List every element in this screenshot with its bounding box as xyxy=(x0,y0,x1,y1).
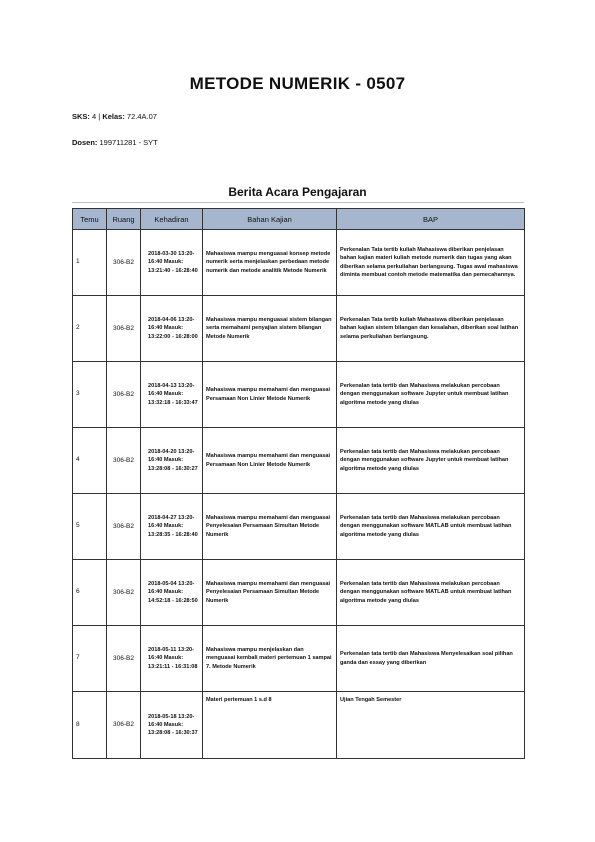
cell-kehadiran: 2018-03-30 13:20-16:40 Masuk: 13:21:40 - 16:28:40 xyxy=(141,230,203,296)
header-temu: Temu xyxy=(73,209,107,230)
cell-ruang: 306-B2 xyxy=(107,560,141,626)
cell-kehadiran: 2018-04-13 13:20-16:40 Masuk: 13:32:18 - 16:33:47 xyxy=(141,362,203,428)
cell-ruang: 306-B2 xyxy=(107,626,141,692)
cell-ruang: 306-B2 xyxy=(107,362,141,428)
dosen-value: 199711281 - SYT xyxy=(99,138,158,147)
cell-temu: 2 xyxy=(73,296,107,362)
cell-bap: Perkenalan tata tertib dan Mahasiswa melakukan percobaan dengan menggunakan software MATLAB untuk membuat latihan algoritma metode yang diulas xyxy=(337,560,525,626)
cell-bap: Ujian Tengah Semester xyxy=(337,692,525,759)
cell-kehadiran: 2018-04-27 13:20-16:40 Masuk: 13:28:35 - 16:28:40 xyxy=(141,494,203,560)
cell-bahan-kajian: Mahasiswa mampu menguasai sistem bilangan serta memahami penyajian sistem bilangan Metode Numerik xyxy=(203,296,337,362)
cell-ruang: 306-B2 xyxy=(107,494,141,560)
cell-temu: 6 xyxy=(73,560,107,626)
table-row xyxy=(73,494,525,560)
cell-kehadiran: 2018-05-04 13:20-16:40 Masuk: 14:52:18 - 16:28:50 xyxy=(141,560,203,626)
header-ruang: Ruang xyxy=(107,209,141,230)
teaching-log-table xyxy=(72,208,525,759)
kelas-value: 72.4A.07 xyxy=(126,112,157,121)
cell-bap: Perkenalan tata tertib dan Mahasiswa Menyelesaikan soal pilihan ganda dan essay yang diberikan xyxy=(337,626,525,692)
cell-temu: 3 xyxy=(73,362,107,428)
table-row xyxy=(73,560,525,626)
table-row xyxy=(73,230,525,296)
sks-label: SKS: xyxy=(72,112,90,121)
header-bap: BAP xyxy=(337,209,525,230)
course-info xyxy=(72,112,157,121)
cell-bap: Perkenalan Tata tertib kuliah Mahasiswa diberikan penjelasan bahan kajian materi kuliah metode numerik dan tugas yang akan diberikan selama perkuliahan berlangsung. Tugas awal mahasiswa diminta membuat contoh metode matematika dan pemecahannya. xyxy=(337,230,525,296)
cell-kehadiran: 2018-04-06 13:20-16:40 Masuk: 13:22:00 - 16:28:00 xyxy=(141,296,203,362)
kelas-label: Kelas: xyxy=(102,112,125,121)
cell-bahan-kajian: Mahasiswa mampu memahami dan menguasai Persamaan Non Linier Metode Numerik xyxy=(203,428,337,494)
page-title: METODE NUMERIK - 0507 xyxy=(189,74,406,93)
cell-bap: Perkenalan Tata tertib kuliah Mahasiswa diberikan penjelasan bahan kajian sistem bilangan dan kesalahan, diberikan soal latihan selama perkuliahan berlangsung. xyxy=(337,296,525,362)
sks-value: 4 | xyxy=(92,112,103,121)
cell-bahan-kajian: Materi pertemuan 1 s.d 8 xyxy=(203,692,337,759)
cell-bahan-kajian: Mahasiswa mampu memahami dan menguasai Persamaan Non Linier Metode Numerik xyxy=(203,362,337,428)
cell-temu: 4 xyxy=(73,428,107,494)
cell-bahan-kajian: Mahasiswa mampu memahami dan menguasai Penyelesaian Persamaan Simultan Metode Numerik xyxy=(203,494,337,560)
table-row xyxy=(73,626,525,692)
cell-ruang: 306-B2 xyxy=(107,428,141,494)
cell-kehadiran: 2018-05-11 13:20-16:40 Masuk: 13:21:11 - 16:31:08 xyxy=(141,626,203,692)
cell-bahan-kajian: Mahasiswa mampu menjelaskan dan menguasai kembali materi pertemuan 1 sampai 7. Metode Numerik xyxy=(203,626,337,692)
table-row xyxy=(73,362,525,428)
cell-ruang: 306-B2 xyxy=(107,296,141,362)
table-row xyxy=(73,296,525,362)
header-kehadiran: Kehadiran xyxy=(141,209,203,230)
table-row xyxy=(73,428,525,494)
dosen-label: Dosen: xyxy=(72,138,98,147)
cell-temu: 5 xyxy=(73,494,107,560)
section-title: Berita Acara Pengajaran xyxy=(228,185,367,199)
header-bahan-kajian: Bahan Kajian xyxy=(203,209,337,230)
cell-bap: Perkenalan tata tertib dan Mahasiswa melakukan percobaan dengan menggunakan software MATLAB untuk membuat latihan algoritma metode yang diulas xyxy=(337,494,525,560)
cell-temu: 8 xyxy=(73,692,107,759)
cell-ruang: 306-B2 xyxy=(107,692,141,759)
table-header-row xyxy=(73,209,525,230)
table-row xyxy=(73,692,525,759)
cell-kehadiran: 2018-05-18 13:20-16:40 Masuk: 13:28:08 - 16:30:37 xyxy=(141,692,203,759)
cell-temu: 7 xyxy=(73,626,107,692)
cell-bahan-kajian: Mahasiswa mampu menguasai konsep metode numerik serta menjelaskan perbedaan metode numerik dan metode analitik Metode Numerik xyxy=(203,230,337,296)
divider xyxy=(72,202,524,203)
cell-ruang: 306-B2 xyxy=(107,230,141,296)
cell-temu: 1 xyxy=(73,230,107,296)
cell-bap: Perkenalan tata tertib dan Mahasiswa melakukan percobaan dengan menggunakan software Jupyter untuk membuat latihan algoritma metode yang diulas xyxy=(337,362,525,428)
cell-bahan-kajian: Mahasiswa mampu memahami dan menguasai Penyelesaian Persamaan Simultan Metode Numerik xyxy=(203,560,337,626)
lecturer-info xyxy=(72,138,158,147)
cell-kehadiran: 2018-04-20 13:20-16:40 Masuk: 13:28:08 - 16:30:27 xyxy=(141,428,203,494)
cell-bap: Perkenalan tata tertib dan Mahasiswa melakukan percobaan dengan menggunakan software Jupyter untuk membuat latihan algoritma metode yang diulas xyxy=(337,428,525,494)
